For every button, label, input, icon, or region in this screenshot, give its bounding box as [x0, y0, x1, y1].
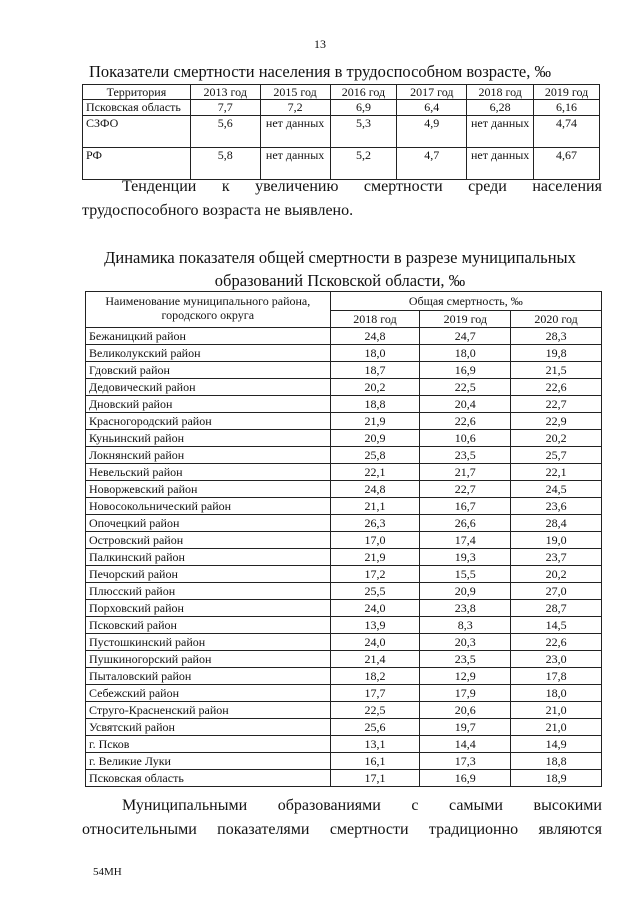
page-number: 13 — [314, 37, 326, 51]
table2-name-cell: Красногородский район — [86, 413, 331, 430]
table2-row — [86, 668, 602, 685]
table2-value-cell: 14,5 — [511, 617, 602, 634]
footer-code: 54МН — [93, 866, 122, 878]
table2-name-cell: Пушкиногорский район — [86, 651, 331, 668]
table2-name-cell: Палкинский район — [86, 549, 331, 566]
table2-name-cell: Новосокольнический район — [86, 498, 331, 515]
table2-value-cell: 19,3 — [420, 549, 511, 566]
table1-title: Показатели смертности населения в трудоспособном возрасте, ‰ — [88, 62, 551, 81]
table1-row — [83, 100, 600, 116]
table1-value-cell: нет данных — [467, 148, 534, 180]
table2-value-cell: 21,5 — [511, 362, 602, 379]
table2-row — [86, 753, 602, 770]
table2-value-cell: 28,3 — [511, 328, 602, 345]
note-word: самыми — [449, 797, 503, 814]
table2-value-cell: 21,0 — [511, 702, 602, 719]
table2-name-cell: Великолукский район — [86, 345, 331, 362]
table2-value-cell: 24,7 — [420, 328, 511, 345]
table2-value-cell: 24,8 — [330, 481, 420, 498]
table1-row — [83, 116, 600, 148]
table2-value-cell: 17,9 — [420, 685, 511, 702]
table2-row — [86, 515, 602, 532]
table2-value-cell: 23,5 — [420, 447, 511, 464]
table1-header-cell: Территория — [83, 85, 191, 100]
table2-title — [80, 246, 600, 292]
table2-value-cell: 21,4 — [330, 651, 420, 668]
table2-name-cell: Себежский район — [86, 685, 331, 702]
table2-name-cell: Плюсский район — [86, 583, 331, 600]
table1-value-cell: 4,9 — [397, 116, 467, 148]
table2-value-cell: 22,5 — [330, 702, 420, 719]
table2-value-cell: 20,3 — [420, 634, 511, 651]
table2-value-cell: 15,5 — [420, 566, 511, 583]
note-word: высокими — [533, 797, 602, 814]
table2-name-cell: Порховский район — [86, 600, 331, 617]
table2-name-cell: Локнянский район — [86, 447, 331, 464]
table2-value-cell: 18,0 — [420, 345, 511, 362]
table2-row — [86, 328, 602, 345]
table2-name-cell: Пыталовский район — [86, 668, 331, 685]
table2-value-cell: 22,5 — [420, 379, 511, 396]
table2-value-cell: 19,7 — [420, 719, 511, 736]
table2-value-cell: 20,6 — [420, 702, 511, 719]
table2-value-cell: 25,5 — [330, 583, 420, 600]
table2-row — [86, 362, 602, 379]
table2-row — [86, 498, 602, 515]
table2-value-cell: 14,9 — [511, 736, 602, 753]
table1-header-cell: 2018 год — [467, 85, 534, 100]
table2-value-cell: 19,0 — [511, 532, 602, 549]
table1-header-cell: 2013 год — [190, 85, 260, 100]
working-age-note-line1 — [82, 175, 602, 199]
table2-name-cell: г. Великие Луки — [86, 753, 331, 770]
note-word: относительными — [82, 821, 197, 838]
table2-name-cell: Дедовический район — [86, 379, 331, 396]
table2-value-cell: 22,7 — [420, 481, 511, 498]
table2-value-cell: 26,6 — [420, 515, 511, 532]
note-word: населения — [532, 178, 602, 195]
table2-name-cell: Гдовский район — [86, 362, 331, 379]
table2-row — [86, 464, 602, 481]
table1-header-cell: 2015 год — [260, 85, 330, 100]
table2-row — [86, 379, 602, 396]
table2-value-cell: 17,1 — [330, 770, 420, 787]
table2-value-cell: 23,5 — [420, 651, 511, 668]
table2-value-cell: 17,0 — [330, 532, 420, 549]
table2-value-cell: 16,9 — [420, 362, 511, 379]
table2-value-cell: 10,6 — [420, 430, 511, 447]
table2-value-cell: 27,0 — [511, 583, 602, 600]
table2-row — [86, 770, 602, 787]
table2-value-cell: 22,1 — [330, 464, 420, 481]
table2-value-cell: 21,0 — [511, 719, 602, 736]
table2-row — [86, 566, 602, 583]
table2-value-cell: 18,2 — [330, 668, 420, 685]
table2-value-cell: 17,7 — [330, 685, 420, 702]
table2-value-cell: 18,7 — [330, 362, 420, 379]
table2-value-cell: 18,0 — [511, 685, 602, 702]
table1-header-cell: 2016 год — [330, 85, 397, 100]
table2-name-cell: Бежаницкий район — [86, 328, 331, 345]
table2-row — [86, 345, 602, 362]
table2-value-cell: 13,1 — [330, 736, 420, 753]
table2-name-cell: Печорский район — [86, 566, 331, 583]
note-word: традиционно — [428, 821, 519, 838]
table2-value-cell: 20,4 — [420, 396, 511, 413]
table1-value-cell: 5,2 — [330, 148, 397, 180]
table1-value-cell: 4,67 — [534, 148, 600, 180]
table2-row — [86, 447, 602, 464]
table1-value-cell: нет данных — [260, 148, 330, 180]
table2-value-cell: 22,6 — [511, 634, 602, 651]
table2-name-cell: г. Псков — [86, 736, 331, 753]
table1-value-cell: 4,74 — [534, 116, 600, 148]
table2-value-cell: 16,7 — [420, 498, 511, 515]
table2-header-group: Общая смертность, ‰ — [330, 292, 601, 311]
table2-value-cell: 14,4 — [420, 736, 511, 753]
table2-title-line1: Динамика показателя общей смертности в разрезе муниципальных — [104, 248, 576, 267]
note-word: образованиями — [277, 797, 381, 814]
table2-header-year: 2019 год — [420, 311, 511, 328]
note-word: к — [221, 178, 230, 195]
table1-value-cell: 5,6 — [190, 116, 260, 148]
table2-name-cell: Куньинский район — [86, 430, 331, 447]
table1-header-cell: 2017 год — [397, 85, 467, 100]
table2-name-cell: Островский район — [86, 532, 331, 549]
table2-row — [86, 651, 602, 668]
table2-value-cell: 22,1 — [511, 464, 602, 481]
note-word: Муниципальными — [122, 797, 248, 814]
table2-row — [86, 430, 602, 447]
table2-value-cell: 20,2 — [511, 566, 602, 583]
table1-territory-cell: РФ — [83, 148, 191, 180]
table2-name-cell: Невельский район — [86, 464, 331, 481]
table2-value-cell: 23,0 — [511, 651, 602, 668]
note-word: являются — [538, 821, 602, 838]
table1-value-cell: 5,8 — [190, 148, 260, 180]
table2-row — [86, 600, 602, 617]
table2-value-cell: 21,9 — [330, 549, 420, 566]
table2-value-cell: 24,8 — [330, 328, 420, 345]
working-age-note — [82, 175, 602, 223]
table2-value-cell: 20,2 — [511, 430, 602, 447]
table1-value-cell: нет данных — [260, 116, 330, 148]
table1-value-cell: 7,2 — [260, 100, 330, 116]
table2-name-cell: Дновский район — [86, 396, 331, 413]
table2-name-cell: Струго-Красненский район — [86, 702, 331, 719]
table2-value-cell: 25,7 — [511, 447, 602, 464]
note-word: смертности — [329, 821, 409, 838]
table2-value-cell: 12,9 — [420, 668, 511, 685]
table1-header-cell: 2019 год — [534, 85, 600, 100]
table2-value-cell: 22,9 — [511, 413, 602, 430]
table2-value-cell: 22,6 — [511, 379, 602, 396]
table2-row — [86, 736, 602, 753]
table1-value-cell: нет данных — [467, 116, 534, 148]
table2-value-cell: 20,2 — [330, 379, 420, 396]
table2-value-cell: 28,7 — [511, 600, 602, 617]
table2-row — [86, 583, 602, 600]
table2-value-cell: 19,8 — [511, 345, 602, 362]
table2-row — [86, 481, 602, 498]
table1-value-cell: 6,28 — [467, 100, 534, 116]
table2-name-cell: Опочецкий район — [86, 515, 331, 532]
table2-header-row — [86, 292, 602, 311]
note-word: Тенденции — [122, 178, 197, 195]
table2-value-cell: 23,8 — [420, 600, 511, 617]
table2-row — [86, 685, 602, 702]
table1-territory-cell: Псковская область — [83, 100, 191, 116]
table2-value-cell: 24,0 — [330, 634, 420, 651]
note-word: увеличению — [255, 178, 339, 195]
municipal-note-line1 — [82, 794, 602, 818]
table2-value-cell: 8,3 — [420, 617, 511, 634]
table2-value-cell: 17,3 — [420, 753, 511, 770]
table2-name-cell: Псковская область — [86, 770, 331, 787]
table2-row — [86, 719, 602, 736]
table1-value-cell: 6,16 — [534, 100, 600, 116]
table2-value-cell: 16,1 — [330, 753, 420, 770]
table2-value-cell: 28,4 — [511, 515, 602, 532]
table1-header-row — [83, 85, 600, 100]
table2-row — [86, 634, 602, 651]
table2-name-cell: Новоржевский район — [86, 481, 331, 498]
municipal-note — [82, 794, 602, 842]
table2-value-cell: 20,9 — [420, 583, 511, 600]
table2-title-line2: образований Псковской области, ‰ — [214, 271, 466, 290]
table2-value-cell: 25,6 — [330, 719, 420, 736]
table2-row — [86, 549, 602, 566]
table2-value-cell: 18,8 — [511, 753, 602, 770]
table2-value-cell: 21,7 — [420, 464, 511, 481]
table2-value-cell: 17,4 — [420, 532, 511, 549]
table2-row — [86, 702, 602, 719]
table2-value-cell: 20,9 — [330, 430, 420, 447]
table2-value-cell: 18,9 — [511, 770, 602, 787]
table2-row — [86, 617, 602, 634]
table1-value-cell: 6,4 — [397, 100, 467, 116]
table2-row — [86, 396, 602, 413]
note-word: показателями — [217, 821, 310, 838]
municipal-mortality-table — [85, 291, 602, 787]
table2-value-cell: 17,2 — [330, 566, 420, 583]
table2-header-year: 2018 год — [330, 311, 420, 328]
table2-value-cell: 18,8 — [330, 396, 420, 413]
table2-value-cell: 24,0 — [330, 600, 420, 617]
table1-value-cell: 4,7 — [397, 148, 467, 180]
table2-header-name: Наименование муниципального района, городского округа — [86, 292, 331, 328]
table2-value-cell: 21,1 — [330, 498, 420, 515]
working-age-note-line2: трудоспособного возраста не выявлено. — [82, 202, 354, 219]
table2-value-cell: 25,8 — [330, 447, 420, 464]
table2-value-cell: 17,8 — [511, 668, 602, 685]
note-word: смертности — [363, 178, 443, 195]
working-age-mortality-table — [82, 84, 600, 180]
table2-row — [86, 532, 602, 549]
table2-value-cell: 13,9 — [330, 617, 420, 634]
note-word: среди — [468, 178, 507, 195]
table2-value-cell: 23,6 — [511, 498, 602, 515]
table2-header-year: 2020 год — [511, 311, 602, 328]
table2-value-cell: 16,9 — [420, 770, 511, 787]
municipal-note-line2 — [82, 818, 602, 842]
table2-value-cell: 22,6 — [420, 413, 511, 430]
table2-row — [86, 413, 602, 430]
table2-value-cell: 23,7 — [511, 549, 602, 566]
table1-value-cell: 6,9 — [330, 100, 397, 116]
table1-value-cell: 5,3 — [330, 116, 397, 148]
table2-value-cell: 21,9 — [330, 413, 420, 430]
table2-value-cell: 24,5 — [511, 481, 602, 498]
table2-value-cell: 22,7 — [511, 396, 602, 413]
table1-value-cell: 7,7 — [190, 100, 260, 116]
table2-name-cell: Пустошкинский район — [86, 634, 331, 651]
table2-name-cell: Псковский район — [86, 617, 331, 634]
table2-value-cell: 26,3 — [330, 515, 420, 532]
table2-value-cell: 18,0 — [330, 345, 420, 362]
table2-name-cell: Усвятский район — [86, 719, 331, 736]
note-word: с — [411, 797, 419, 814]
table1-territory-cell: СЗФО — [83, 116, 191, 148]
